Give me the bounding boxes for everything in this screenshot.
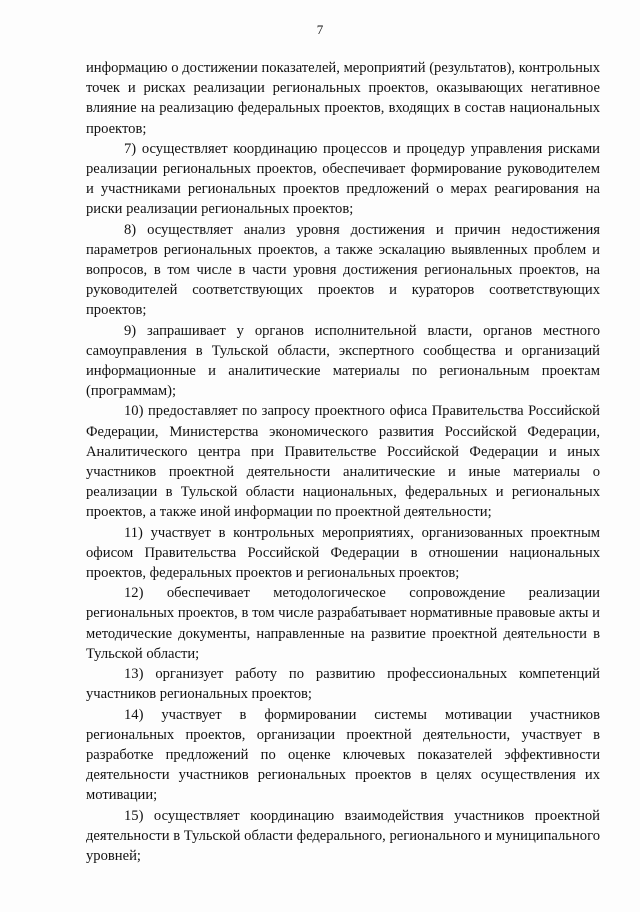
paragraph-item-14: 14) участвует в формировании системы мотивации участников региональных проектов, организации проектной деятельности, участвует в разработке предложений по оценке ключевых показателей эффективности деятельности участников региональных проектов в целях осуществления их мотивации; <box>86 706 600 804</box>
paragraph-continuation: информацию о достижении показателей, мероприятий (результатов), контрольных точек и рисках реализации региональных проектов, оказывающих негативное влияние на реализацию федеральных проектов, входящих в состав национальных проектов; <box>86 60 600 137</box>
paragraph-item-8: 8) осуществляет анализ уровня достижения и причин недостижения параметров региональных проектов, а также эскалацию выявленных проблем и вопросов, в том числе в части уровня достижения региональных проектов, на руководителей соответствующих проектов и кураторов соответствующих проектов; <box>86 221 600 319</box>
paragraph-item-9: 9) запрашивает у органов исполнительной власти, органов местного самоуправления в Тульской области, экспертного сообщества и организаций информационные и аналитические материалы по региональным проектам (программам); <box>86 322 600 400</box>
paragraph-item-12: 12) обеспечивает методологическое сопровождение реализации региональных проектов, в том числе разрабатывает нормативные правовые акты и методические документы, направленные на развитие проектной деятельности в Тульской области; <box>86 585 600 662</box>
paragraph-item-11: 11) участвует в контрольных мероприятиях, организованных проектным офисом Правительства Российской Федерации в отношении национальных проектов, федеральных проектов и региональных проектов; <box>86 524 600 582</box>
document-body <box>86 58 600 866</box>
page-number: 7 <box>316 22 324 37</box>
paragraph-item-15: 15) осуществляет координацию взаимодействия участников проектной деятельности в Тульской области федерального, регионального и муниципального уровней; <box>86 807 600 864</box>
paragraph-item-7: 7) осуществляет координацию процессов и процедур управления рисками реализации региональных проектов, обеспечивает формирование руководителем и участниками региональных проектов предложений о мерах реагирования на риски реализации региональных проектов; <box>86 140 600 218</box>
paragraph-item-10: 10) предоставляет по запросу проектного офиса Правительства Российской Федерации, Министерства экономического развития Российской Федерации, Аналитического центра при Правительстве Российской Федерации и иных участников проектной деятельности аналитические и иные материалы о реализации в Тульской области национальных, федеральных и региональных проектов, а также иной информации по проектной деятельности; <box>86 403 600 521</box>
paragraph-item-13: 13) организует работу по развитию профессиональных компетенций участников региональных проектов; <box>86 666 600 703</box>
